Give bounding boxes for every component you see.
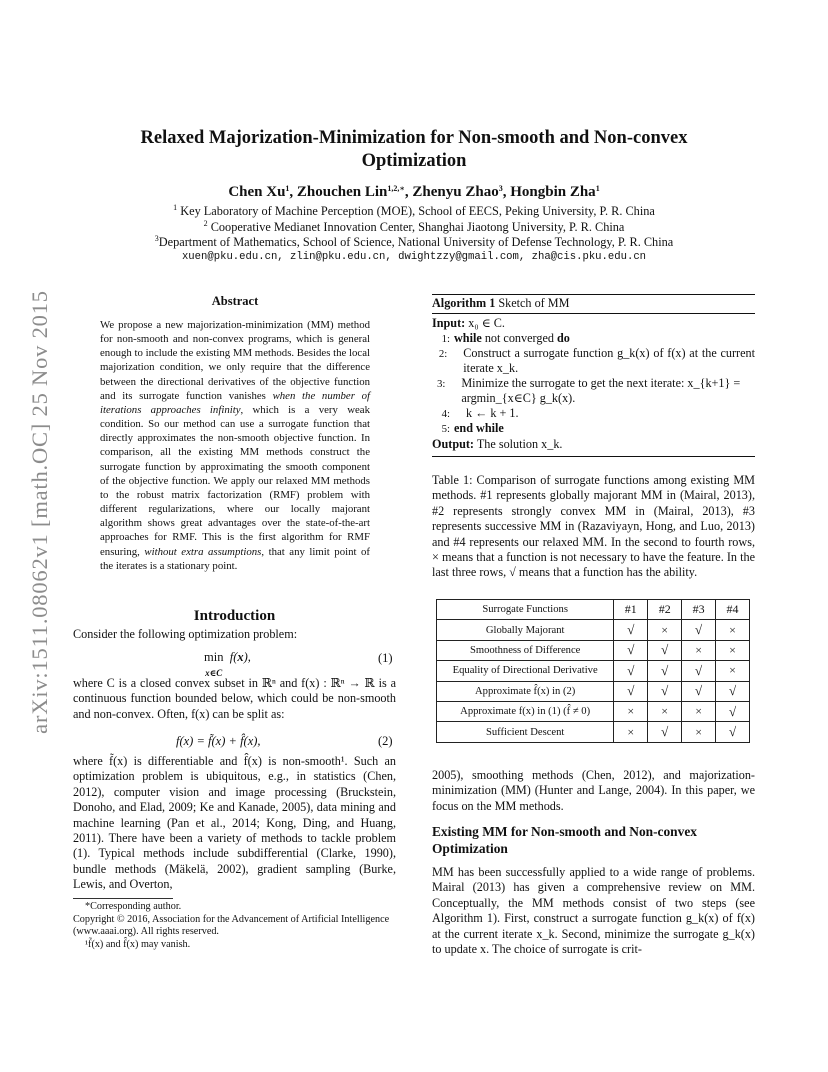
table-cell: × — [648, 620, 682, 640]
algorithm-output-label: Output: — [432, 437, 474, 452]
table-cell: √ — [614, 620, 648, 640]
section-heading: Existing MM for Non-smooth and Non-convex Optimization — [432, 824, 697, 856]
table-cell: √ — [648, 681, 682, 701]
algorithm-label: Algorithm 1 — [432, 296, 496, 310]
table-cell-label: Smoothness of Difference — [437, 640, 614, 660]
algorithm-line-number: 3: — [436, 377, 446, 390]
right-paragraph: 2005), smoothing methods (Chen, 2012), and majorization-minimization (MM) (Hunter and Lange, 2004). In this paper, we focus on the MM methods. — [432, 768, 755, 813]
table-cell: √ — [716, 681, 750, 701]
affiliation — [100, 204, 728, 219]
footnote-rule — [73, 898, 173, 899]
paper-title: Relaxed Majorization-Minimization for Non-smooth and Non-convex Optimization — [140, 128, 688, 171]
algorithm-bottom-rule — [432, 456, 755, 457]
abstract-emphasis: when the number of iterations approaches infinity — [100, 389, 371, 416]
table-cell: × — [614, 722, 648, 742]
algorithm-text: not converged — [481, 330, 558, 345]
table-cell-label: Approximate f(x) in (1) (f̂ ≠ 0) — [437, 701, 614, 721]
algorithm-text: Minimize the surrogate to get the next iterate: x_{k+1} = argmin_{x∈C} g_k(x). — [461, 375, 741, 405]
right-paragraph: MM has been successfully applied to a wide range of problems. Mairal (2013) has given a comprehensive review on MM. Conceptually, the MM methods consist of two steps (see Algorithm 1). First, construct a surrogate function g_k(x) of f(x) at the current iterate x_k. Second, minimize the surrogate g_k(x) to update x. The choice of surrogate is crit- — [432, 865, 755, 957]
algorithm-line-number: 1: — [441, 332, 450, 345]
comparison-table — [436, 599, 750, 743]
abstract-text: , which is a very weak condition. So our method can use a surrogate function that directly approximates the non-smooth objective function. In comparison, all the existing MM methods construct the surrogate function by approximating the smooth component of the objective function. We apply our relaxed MM methods to the robust matrix factorization (RMF) problem with different regularizations, where our locally majorant algorithm shows great advantages over the state-of-the-art approaches for RMF. This is the first algorithm for RMF ensuring, — [100, 403, 370, 558]
table-header: #3 — [682, 600, 716, 620]
table-cell: × — [716, 620, 750, 640]
table-header: #4 — [716, 600, 750, 620]
algorithm-keyword: while — [454, 330, 482, 345]
table-row — [437, 640, 750, 660]
intro-paragraph: where f̃(x) is differentiable and f̂(x) is non-smooth¹. Such an optimization problem is ubiquitous, e.g., in statistics (Chen, 2012), computer vision and image processing (Bruckstein, Donoho, and Elad, 2009; Ke and Kanade, 2005), data mining and machine learning (Pan et al., 2014; Kong, Ding, and Huang, 2011). There have been a variety of methods to tackle problem (1). Typical methods include subdifferential (Clarke, 1990), bundle methods (Mäkelä, 2002), gradient sampling (Burke, Lewis, and Overton, — [73, 754, 396, 892]
table-cell: √ — [716, 722, 750, 742]
arxiv-stamp — [20, 262, 60, 762]
table-cell: × — [614, 701, 648, 721]
introduction-heading: Introduction — [193, 608, 276, 624]
algorithm-line — [432, 421, 755, 437]
table-cell: √ — [614, 640, 648, 660]
affiliation-sup: 1 — [173, 203, 178, 212]
algorithm-caption — [432, 295, 755, 314]
table-row — [437, 620, 750, 640]
algorithm-line-number: 2: — [438, 348, 448, 361]
table-row — [437, 701, 750, 721]
table-row — [437, 681, 750, 701]
algorithm-text: k ← k + 1. — [466, 405, 519, 420]
affiliation — [100, 235, 728, 250]
author-name: Chen Xu — [228, 184, 286, 200]
algorithm-line — [432, 346, 755, 376]
affiliation-text: Key Laboratory of Machine Perception (MOE), School of EECS, Peking University, P. R. China — [180, 204, 655, 218]
author-name: Zhenyu Zhao — [412, 184, 499, 200]
equation-number: (1) — [378, 651, 393, 665]
abstract-emphasis: without extra assumptions — [144, 545, 262, 558]
affiliation — [100, 220, 728, 235]
table-cell: √ — [682, 620, 716, 640]
algorithm-line — [432, 376, 755, 406]
algorithm-output — [432, 437, 755, 452]
equation-body: f(x), — [229, 650, 251, 664]
algorithm-keyword: end while — [454, 421, 504, 436]
footnote: *Corresponding author. — [85, 901, 182, 912]
algorithm-keyword: do — [557, 330, 570, 345]
author-list: Chen Xu$^1$, Zhouchen Lin$^{1,2,∗}$, Zhenyu Zhao$^3$, Hongbin Zha$^1$ — [228, 184, 600, 200]
table-cell-label: Equality of Directional Derivative — [437, 661, 614, 681]
algorithm-line-number: 5: — [441, 423, 450, 436]
table-cell: √ — [614, 681, 648, 701]
table-cell-label: Sufficient Descent — [437, 722, 614, 742]
arxiv-id: arXiv:1511.08062v1 [math.OC] 25 Nov 2015 — [27, 290, 52, 734]
affiliation-text: Department of Mathematics, School of Science, National University of Defense Technology, P. R. China — [158, 235, 674, 249]
equation-subscript: x∈C — [205, 668, 223, 678]
algorithm-title: Sketch of MM — [498, 296, 570, 310]
footnotes — [73, 901, 396, 951]
algorithm-box — [432, 294, 755, 457]
intro-paragraph: Consider the following optimization problem: — [73, 627, 298, 641]
author-sup: 3 — [498, 184, 503, 193]
equation-2: f(x) = f̃(x) + f̂(x), — [176, 734, 261, 748]
abstract-heading: Abstract — [211, 294, 259, 308]
table-cell: × — [716, 640, 750, 660]
author-name: Zhouchen Lin — [296, 184, 388, 200]
affiliation-sup: 3 — [154, 234, 159, 243]
table-cell: × — [716, 661, 750, 681]
table-header: Surrogate Functions — [437, 600, 614, 620]
table-cell: √ — [648, 722, 682, 742]
affiliation-sup: 2 — [203, 218, 208, 228]
table-cell-label: Approximate f̂(x) in (2) — [437, 681, 614, 701]
table-cell: × — [648, 701, 682, 721]
abstract-body — [100, 318, 370, 573]
author-name: Hongbin Zha — [510, 184, 596, 200]
table-cell: × — [682, 722, 716, 742]
algorithm-line-number: 4: — [441, 407, 450, 420]
algorithm-line — [432, 406, 755, 422]
intro-paragraph: where C is a closed convex subset in ℝⁿ and f(x) : ℝⁿ → ℝ is a continuous function bounded below, which could be non-smooth and non-convex. Often, f(x) can be split as: — [73, 676, 396, 721]
author-sup: 1 — [285, 184, 290, 193]
table-cell: √ — [648, 640, 682, 660]
equation-number: (2) — [378, 734, 393, 748]
algorithm-input-label: Input: — [432, 315, 466, 330]
table-row — [437, 722, 750, 742]
table-cell: √ — [614, 661, 648, 681]
table-cell: √ — [648, 661, 682, 681]
author-sup: 1,2,∗ — [387, 184, 405, 193]
footnote: ¹f̃(x) and f̂(x) may vanish. — [85, 938, 191, 950]
table-cell: √ — [682, 661, 716, 681]
algorithm-line — [432, 331, 755, 347]
table-cell: × — [682, 640, 716, 660]
footnote: Copyright © 2016, Association for the Advancement of Artificial Intelligence (www.aaai.org). All rights reserved. — [73, 913, 390, 938]
author-emails: xuen@pku.edu.cn, zlin@pku.edu.cn, dwightzzy@gmail.com, zha@cis.pku.edu.cn — [181, 251, 647, 263]
abstract-text: We propose a new majorization-minimization (MM) method for non-smooth and non-convex programs, which is general enough to include the existing MM methods. Besides the local majorization condition, we only require that the difference between the directional derivatives of the objective function and its surrogate function vanishes — [100, 319, 370, 402]
table-cell: × — [682, 701, 716, 721]
author-sup: 1 — [595, 184, 600, 193]
table-cell: √ — [716, 701, 750, 721]
abstract-text: , that any limit point of the iterates is a stationary point. — [100, 545, 370, 572]
table-row — [437, 661, 750, 681]
table-cell-label: Globally Majorant — [437, 620, 614, 640]
algorithm-text: Construct a surrogate function g_k(x) of f(x) at the current iterate x_k. — [463, 346, 755, 376]
equation-1: min x∈C f(x), — [204, 650, 251, 678]
algorithm-output-value: The solution x_k. — [476, 437, 563, 452]
table-header-row — [437, 600, 750, 620]
algorithm-input — [432, 316, 755, 331]
affiliation-text: Cooperative Medianet Innovation Center, Shanghai Jiaotong University, P. R. China — [210, 219, 625, 234]
table-caption: Table 1: Comparison of surrogate functions among existing MM methods. #1 represents globally majorant MM in (Mairal, 2013), #2 represents strongly convex MM in (Mairal, 2013), #3 represents successive MM in (Razaviyayn, Hong, and Luo, 2013) and #4 represents our relaxed MM. In the second to fourth rows, × means that a function is not necessary to have the feature. In the last three rows, √ means that a function has the ability. — [432, 473, 755, 580]
algorithm-input-value: x₀ ∈ C. — [468, 315, 505, 330]
table-cell: √ — [682, 681, 716, 701]
table-header: #2 — [648, 600, 682, 620]
table-header: #1 — [614, 600, 648, 620]
